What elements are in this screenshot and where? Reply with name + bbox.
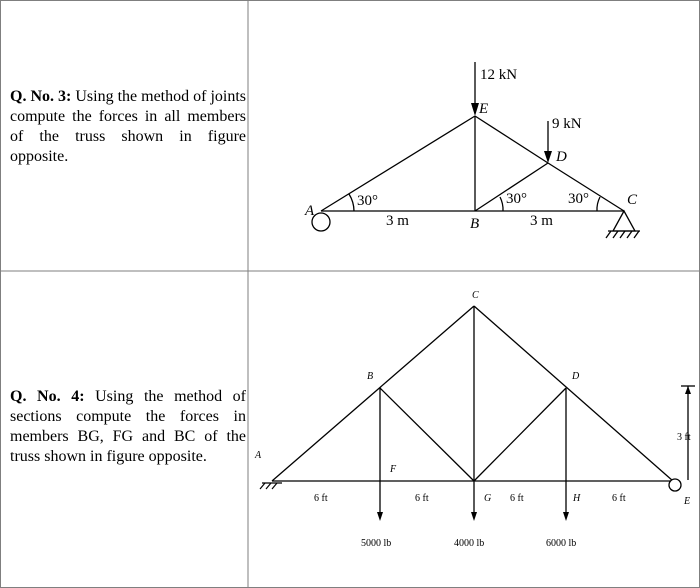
angle-label-C: 30° <box>568 191 589 207</box>
roller-support-E <box>669 479 681 491</box>
node-label-F: F <box>390 464 397 475</box>
node-label-C: C <box>472 290 479 301</box>
node-label-D: D <box>572 371 580 382</box>
pin-support-A <box>260 483 282 489</box>
panel-label-1: 6 ft <box>314 493 328 504</box>
node-label-E: E <box>684 496 691 507</box>
load-arrow-3 <box>563 512 569 521</box>
panel-label-2: 6 ft <box>415 493 429 504</box>
angle-label-A: 30° <box>357 193 378 209</box>
node-label-B: B <box>470 216 480 232</box>
load-arrow-2 <box>471 512 477 521</box>
question-4-body: Using the method of sections compute the forces in members BG, FG and BC of the truss shown in figure opposite. <box>10 388 247 465</box>
span-label-BC: 3 m <box>530 213 553 229</box>
load-label-D: 9 kN <box>552 116 582 132</box>
panel-label-4: 6 ft <box>612 493 626 504</box>
load-label-2: 4000 lb <box>454 538 485 549</box>
member-CE <box>474 306 673 481</box>
load-arrow-1 <box>377 512 383 521</box>
node-label-G: G <box>484 493 492 504</box>
load-label-1: 5000 lb <box>361 538 392 549</box>
node-label-H: H <box>573 493 581 504</box>
node-label-C: C <box>627 192 638 208</box>
angle-label-B: 30° <box>506 191 527 207</box>
question-3-body: Using the method of joints compute the forces in all members of the truss shown in figure opposite. <box>10 88 247 165</box>
node-label-B: B <box>367 371 374 382</box>
question-3-number: Q. No. 3: <box>10 88 72 105</box>
dimension-arrow-top <box>685 386 691 394</box>
member-GD <box>474 388 566 481</box>
member-AC <box>272 306 474 481</box>
panel-label-3: 6 ft <box>510 493 524 504</box>
question-4-number: Q. No. 4: <box>10 388 85 405</box>
span-label-AB: 3 m <box>386 213 409 229</box>
load-label-E: 12 kN <box>480 67 518 83</box>
load-label-3: 6000 lb <box>546 538 577 549</box>
height-label: 3 ft <box>677 432 691 443</box>
node-label-D: D <box>556 149 567 165</box>
node-label-A: A <box>255 450 262 461</box>
node-label-A: A <box>305 203 315 219</box>
node-label-E: E <box>479 101 489 117</box>
